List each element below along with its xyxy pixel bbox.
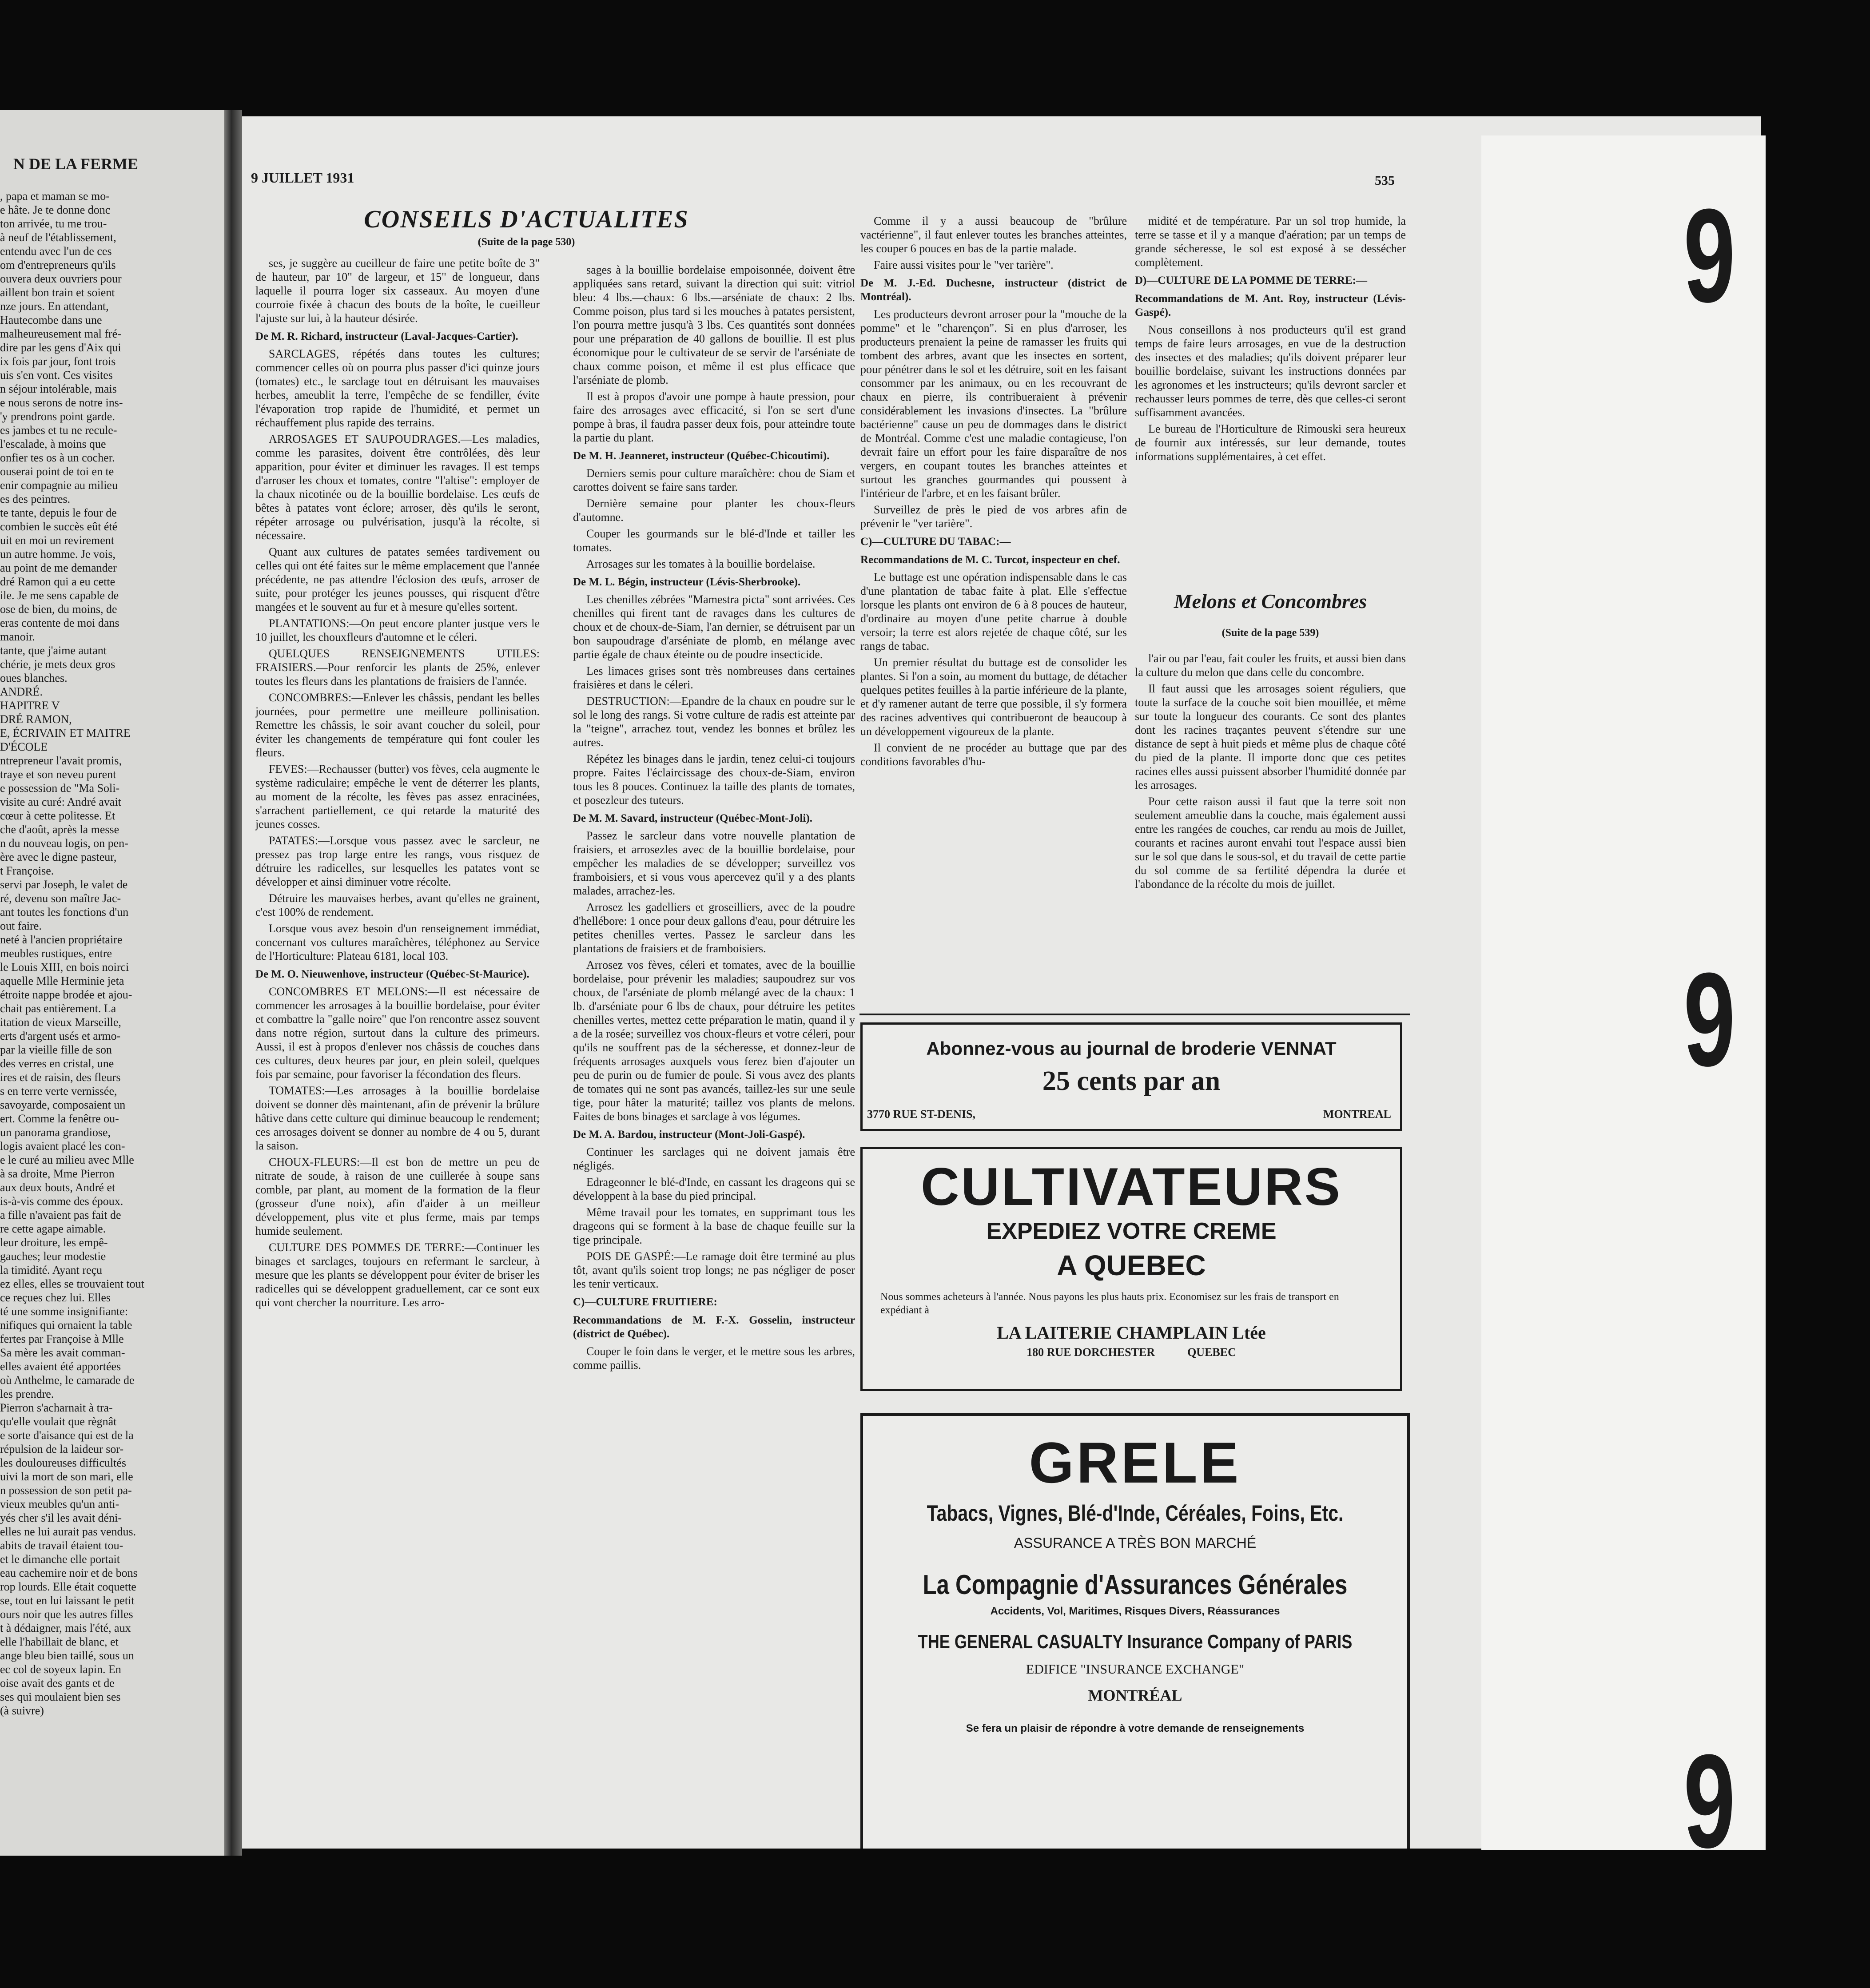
- left-page-line: E, ÉCRIVAIN ET MAITRE: [0, 727, 131, 740]
- left-page-line: fertes par Françoise à Mlle: [0, 1332, 124, 1345]
- left-page-line: aquelle Mlle Herminie jeta: [0, 974, 124, 987]
- left-page-line: la timidité. Ayant reçu: [0, 1264, 103, 1276]
- section-heading: De M. L. Bégin, instructeur (Lévis-Sherbrooke).: [573, 576, 801, 588]
- ad-cultivateurs-body: Nous sommes acheteurs à l'année. Nous payons les plus hauts prix. Economisez sur les frais de transport en expédiant à: [880, 1291, 1339, 1316]
- left-page-line: traye et son neveu purent: [0, 768, 116, 781]
- left-page-line: cœur à cette politesse. Et: [0, 809, 115, 822]
- left-page-line: où Anthelme, le camarade de: [0, 1374, 135, 1387]
- left-page-line: servi par Joseph, le valet de: [0, 878, 128, 891]
- left-page-line: ires et de raisin, des fleurs: [0, 1071, 121, 1084]
- article-paragraph: [255, 1155, 540, 1238]
- article-paragraph: Nous conseillons à nos producteurs qu'il est grand temps de faire leurs arrosages, en vue de la destruction des insectes et des maladies; qu'ils doivent préparer leur bouillie bordelaise, suivant les instructions données par les agronomes et les instructeurs; qu'ils devront sarcler et rechausser leurs pommes de terre, dès que celles-ci seront suffisamment avancées.: [1135, 323, 1406, 419]
- left-page-line: eau cachemire noir et de bons: [0, 1567, 138, 1579]
- left-page-line: om d'entrepreneurs qu'ils: [0, 258, 116, 271]
- article-paragraph: [573, 1249, 855, 1291]
- article-paragraph: Même travail pour les tomates, en supprimant tous les drageons qui se forment à la base de chaque feuille sur la tige principale.: [573, 1206, 855, 1246]
- article-paragraph: [255, 347, 540, 429]
- paragraph-lead: TOMATES:: [269, 1084, 325, 1097]
- paragraph-lead: POIS DE GASPÉ:: [586, 1250, 674, 1263]
- article-paragraph: Les chenilles zébrées "Mamestra picta" sont arrivées. Ces chenilles qui firent tant de ravages dans les cultures de choux et de choux-de-Siam, l'an dernier, se détruisent par un bon saupoudrage d'arséniate de plomb, en mélange avec partie égale de chaux éteinte ou de poudre insecticide.: [573, 593, 855, 661]
- strip-number-3: 9: [1683, 1726, 1735, 1876]
- strip-number-2: 9: [1683, 945, 1735, 1094]
- left-page-line: eras contente de moi dans: [0, 616, 119, 629]
- article-paragraph: sages à la bouillie bordelaise empoisonnée, doivent être appliquées sans retard, suivant la direction qui suit: vitriol bleu: 4 lbs.—chaux: 6 lbs.—arséniate de chaux: 2 lbs. Comme poison, plus tard si les mouches à patates persistent, l'on pourra mettre jusqu'à 3 lbs. Ces quantités sont données pour une préparation de 40 gallons de bouillie. Il est plus économique pour le cultivateur de se servir de l'arséniate de chaux comme poison, et même il est plus efficace que l'arséniate de plomb.: [573, 263, 855, 386]
- left-page-line: is-à-vis comme des époux.: [0, 1195, 123, 1208]
- ad-cultivateurs-address: 180 RUE DORCHESTER: [1027, 1346, 1155, 1359]
- left-page-header: N DE LA FERME: [13, 155, 139, 173]
- left-page-line: malheureusement mal fré-: [0, 327, 121, 340]
- article-subtitle: (Suite de la page 530): [477, 236, 575, 248]
- paragraph-text: —Pour renforcir les plants de 25%, enlever toutes les fleurs dans les plantations de fraisiers de l'année.: [255, 661, 540, 688]
- article-paragraph: Edrageonner le blé-d'Inde, en cassant les drageons qui se développent à la base du pied principal.: [573, 1176, 855, 1202]
- left-page-line: Pierron s'acharnait à tra-: [0, 1401, 113, 1414]
- left-page-line: tante, que j'aime autant: [0, 644, 107, 657]
- left-page-line: ose de bien, du moins, de: [0, 603, 117, 616]
- paragraph-lead: PLANTATIONS:: [269, 617, 350, 630]
- article-paragraph: Faire aussi visites pour le "ver tarière".: [874, 258, 1054, 271]
- section-heading: De M. R. Richard, instructeur (Laval-Jacques-Cartier).: [255, 330, 518, 342]
- article-column-4: [1135, 214, 1406, 466]
- left-page-line: leur droiture, les empê-: [0, 1236, 108, 1249]
- left-page-line: ile. Je me sens capable de: [0, 589, 119, 602]
- article-paragraph: Les producteurs devront arroser pour la "mouche de la pomme" et le "charençon". Si en plus d'arroser, les producteurs prenaient la peine de ramasser les fruits qui tombent des arbres, avant que les insectes en sortent, pour pénétrer dans le sol et les détruire, soit en les faisant consommer par les animaux, ou en les recouvrant de chaux en pierre, ils contribueraient à prévenir considérablement les invasions d'insectes. La "brûlure bactérienne" cause un peu de dommages dans le district de Montréal. Comme c'est une maladie contagieuse, l'on devrait faire un effort pour les faire disparaître de nos vergers, en coupant toutes les branches atteintes et surtout les granches gourmandes qui poussent à l'intérieur de l'arbre, et en les faisant brûler.: [860, 308, 1127, 500]
- section-heading: De M. M. Savard, instructeur (Québec-Mont-Joli).: [573, 812, 813, 824]
- paragraph-lead: CONCOMBRES:: [269, 691, 352, 704]
- left-page-line: uit en moi un revirement: [0, 534, 115, 547]
- article-paragraph: [255, 985, 540, 1081]
- left-page-line: manoir.: [0, 630, 35, 643]
- left-page-line: t à dédaigner, mais l'été, aux: [0, 1622, 131, 1634]
- left-page-line: ant toutes les fonctions d'un: [0, 906, 129, 918]
- paragraph-text: —Enlever les châssis, pendant les belles journées, pour permettre une meilleure pollinisation. Remettre les châssis, le soir avant coucher du soleil, pour éviter les changements de température qui font couler les fleurs.: [255, 691, 540, 759]
- left-page-line: entendu avec l'un de ces: [0, 245, 112, 258]
- left-page-line: le Louis XIII, en bois noirci: [0, 961, 129, 974]
- left-page-line: n possession de son petit pa-: [0, 1484, 132, 1497]
- section-heading: De M. A. Bardou, instructeur (Mont-Joli-Gaspé).: [573, 1129, 805, 1141]
- article-paragraph: Quant aux cultures de patates semées tardivement ou celles qui ont été faites sur le même emplacement que l'année précédente, ne pas attendre l'éclosion des œufs, arroser de suite, pour protéger les jeunes pousses, qui risquent d'être mangées et le souvent au fur et à mesure qu'elles sortent.: [255, 545, 540, 613]
- left-page-line: un panorama grandiose,: [0, 1126, 111, 1139]
- article-column-2: [573, 263, 855, 1375]
- paragraph-text: répétés dans toutes les cultures; commencer celles où on pourra plus passer d'ici quinze jours (tomates) etc., le sarclage tout en détruisant les mauvaises herbes, ameublit la terre, l'empêche de se fendiller, évite l'évaporation trop rapide de l'humidité, et permet un réchauffement plus rapide des terrains.: [255, 347, 540, 429]
- ad-cultivateurs-city: QUEBEC: [1187, 1346, 1236, 1359]
- ad-grele-city: MONTRÉAL: [1088, 1686, 1182, 1704]
- page-gutter: [224, 110, 242, 1856]
- left-page-line: combien le succès eût été: [0, 520, 118, 533]
- left-page-line: ours noir que les autres filles: [0, 1608, 133, 1621]
- ad-vennat-address: 3770 RUE ST-DENIS,: [867, 1108, 975, 1121]
- paragraph-lead: PATATES:: [269, 834, 318, 847]
- left-page-line: ange bleu bien taillé, sous un: [0, 1649, 134, 1662]
- article-paragraph: ses, je suggère au cueilleur de faire une petite boîte de 3" de hauteur, par 10" de largeur, et 15" de longueur, dans laquelle il pourra loger six casseaux. Au moyen d'une courroie fixée à chacun des bouts de la boîte, le cueilleur l'ajuste sur lui, à la hauteur désirée.: [255, 257, 540, 325]
- paragraph-lead: DESTRUCTION:: [586, 695, 670, 708]
- left-page-line: chait pas entièrement. La: [0, 1002, 116, 1015]
- left-page-line: te tante, depuis le four de: [0, 506, 117, 519]
- left-page-line: par la vieille fille de son: [0, 1043, 112, 1056]
- article-paragraph: [255, 616, 540, 644]
- left-page-line: ce reçues chez lui. Elles: [0, 1291, 111, 1304]
- left-page-line: re cette agape aimable.: [0, 1222, 106, 1235]
- article-paragraph: Un premier résultat du buttage est de consolider les plantes. Si l'on a soin, au moment du buttage, de détacher quelques petites feuilles à la partie inférieure de la plante, et d'y ramener autant de terre que possible, il s'y formera des racines adventives qui contribueront de beaucoup à un développement vigoureux de la plante.: [860, 656, 1127, 738]
- left-page-line: visite au curé: André avait: [0, 795, 121, 808]
- ad-cultivateurs: [860, 1147, 1402, 1391]
- article-paragraph: Les limaces grises sont très nombreuses dans certaines fraisières et dans le céleri.: [573, 664, 855, 691]
- ad-vennat-price: 25 cents par an: [1042, 1066, 1221, 1096]
- left-page-line: les prendre.: [0, 1388, 54, 1400]
- article-paragraph: Il est à propos d'avoir une pompe à haute pression, pour faire des arrosages avec efficacité, si l'on se sert d'une pompe à bras, il faudra passer deux fois, pour atteindre toute la partie du plant.: [573, 390, 855, 444]
- paragraph-lead: SARCLAGES,: [269, 347, 339, 360]
- ad-vennat-line1: Abonnez-vous au journal de broderie VENNAT: [926, 1038, 1337, 1059]
- left-page-line: e hâte. Je te donne donc: [0, 203, 111, 216]
- article-paragraph: [255, 647, 540, 688]
- paragraph-lead: CONCOMBRES ET MELONS:: [269, 985, 428, 998]
- ad-vennat-city: MONTREAL: [1323, 1108, 1391, 1121]
- melons-title: Melons et Concombres: [1174, 590, 1367, 612]
- ad-grele-english: THE GENERAL CASUALTY Insurance Company of PARIS: [918, 1631, 1353, 1653]
- divider-rule: [859, 1014, 1410, 1015]
- page-number: 535: [1375, 173, 1395, 188]
- section-heading: Recommandations de M. Ant. Roy, instructeur (Lévis-Gaspé).: [1135, 293, 1406, 318]
- melons-column: [1135, 652, 1406, 894]
- article-paragraph: Comme il y a aussi beaucoup de "brûlure vactérienne", il faut enlever toutes les branches atteintes, les couper 6 pouces en bas de la partie malade.: [860, 215, 1127, 255]
- left-page-line: oise avait des gants et de: [0, 1677, 115, 1690]
- paragraph-text: —Il est nécessaire de commencer les arrosages à la bouillie bordelaise, pour éviter et combattre la "galle noire" que l'on rencontre assez souvent dans notre région, surtout dans la culture des primeurs. Aussi, il est à propos d'enlever nos châssis de couches dans ces cultures, deux heures par jour, en plein soleil, quelques fois par semaine, pour favoriser la fécondation des fleurs.: [255, 985, 540, 1081]
- left-page-line: e nous serons de notre ins-: [0, 396, 123, 409]
- right-strip: [1481, 135, 1766, 1876]
- section-heading: C)—CULTURE DU TABAC:—: [860, 536, 1011, 548]
- left-page-line: ton arrivée, tu me trou-: [0, 217, 107, 230]
- article-paragraph: [255, 1084, 540, 1153]
- left-page-line: enir compagnie au milieu: [0, 479, 118, 492]
- section-heading: Recommandations de M. F.-X. Gosselin, instructeur (district de Québec).: [573, 1314, 855, 1340]
- paragraph-lead: QUELQUES RENSEIGNEMENTS UTILES: FRAISIERS.: [255, 647, 540, 674]
- left-page-line: ses qui moulaient bien ses: [0, 1690, 121, 1703]
- left-page-line: ntrepreneur l'avait promis,: [0, 754, 122, 767]
- section-heading: C)—CULTURE FRUITIERE:: [573, 1296, 717, 1308]
- left-page-line: aillent bon train et soient: [0, 286, 115, 299]
- page-date: 9 JUILLET 1931: [251, 170, 354, 186]
- section-heading: De M. O. Nieuwenhove, instructeur (Québec-St-Maurice).: [255, 968, 529, 980]
- left-page-line: e possession de "Ma Soli-: [0, 782, 120, 795]
- section-heading: De M. H. Jeanneret, instructeur (Québec-Chicoutimi).: [573, 450, 830, 462]
- left-page-line: ré, devenu son maître Jac-: [0, 892, 121, 905]
- left-page-line: n du nouveau logis, on pen-: [0, 837, 128, 850]
- left-page-line: ANDRÉ.: [0, 685, 43, 698]
- melons-paragraph: Pour cette raison aussi il faut que la terre soit non seulement ameublie dans la couche, mais également aussi entre les rangées de couches, car rendu au mois de Juillet, courants et racines auront envahi tout l'espace aussi bien sur le sol que dans le sous-sol, et du travail de cette partie du sol comme de sa fertilité dépendra la durée et l'abondance de la récolte du mois de juillet.: [1135, 795, 1406, 891]
- left-page-line: rop lourds. Elle était coquette: [0, 1580, 136, 1593]
- left-page-column: [0, 189, 189, 1718]
- left-page-line: les douloureuses difficultés: [0, 1456, 127, 1469]
- left-page-line: et le dimanche elle portait: [0, 1553, 120, 1566]
- left-page-line: té une somme insignifiante:: [0, 1305, 128, 1318]
- article-paragraph: Couper le foin dans le verger, et le mettre sous les arbres, comme paillis.: [573, 1345, 855, 1372]
- left-page-line: Sa mère les avait comman-: [0, 1346, 125, 1359]
- ad-grele-company: La Compagnie d'Assurances Générales: [923, 1570, 1348, 1600]
- left-page-line: t Françoise.: [0, 864, 54, 877]
- left-page-line: es des peintres.: [0, 493, 71, 505]
- left-page-line: ez elles, elles se trouvaient tout: [0, 1277, 144, 1290]
- paragraph-text: —Il est bon de mettre un peu de nitrate de soude, à raison de une cuillerée à soupe sans comble, par plant, au moment de la formation de la fleur (grosseur d'une noix), afin d'aider à un meilleur développement, plus vite et plus ferme, mais par temps humide seulement.: [255, 1156, 540, 1237]
- left-page-line: ec col de soyeux lapin. En: [0, 1663, 121, 1676]
- article-paragraph: Dernière semaine pour planter les choux-fleurs d'automne.: [573, 497, 855, 524]
- paragraph-lead: ARROSAGES ET SAUPOUDRAGES.: [269, 433, 461, 445]
- left-page-line: onfier tes os à un cocher.: [0, 451, 115, 464]
- section-heading: D)—CULTURE DE LA POMME DE TERRE:—: [1135, 274, 1367, 286]
- ad-grele-building: EDIFICE "INSURANCE EXCHANGE": [1026, 1662, 1245, 1677]
- left-page-line: dire par les gens d'Aix qui: [0, 341, 121, 354]
- ad-grele-footer: Se fera un plaisir de répondre à votre demande de renseignements: [966, 1722, 1305, 1734]
- left-page-line: yés cher s'il les avait déni-: [0, 1511, 122, 1524]
- paragraph-text: —Rechausser (butter) vos fèves, cela augmente le système radiculaire; empêche le vent de déterrer les plants, au moment de la récolte, les fèves pas assez enracinées, s'arrachent partiellement, ce qui retarde la maturité des jeunes cosses.: [255, 763, 540, 831]
- article-column-3: [860, 214, 1127, 771]
- ad-vennat: [860, 1022, 1402, 1131]
- ad-grele: [860, 1413, 1410, 1849]
- ad-cultivateurs-company: LA LAITERIE CHAMPLAIN Ltée: [997, 1323, 1266, 1343]
- article-title: CONSEILS D'ACTUALITES: [364, 206, 689, 233]
- left-page-line: che d'août, après la messe: [0, 823, 119, 836]
- strip-number-1: 9: [1683, 181, 1735, 330]
- left-page-line: l'escalade, à moins que: [0, 437, 106, 450]
- article-paragraph: Passez le sarcleur dans votre nouvelle plantation de fraisiers, et arrosezles avec de la bouillie bordelaise, pour empêcher les maladies de se développer; surveillez vos framboisiers, et si vous vous apercevez qu'il y a des plants malades, arrachez-les.: [573, 829, 855, 897]
- left-page-line: étroite nappe brodée et ajou-: [0, 988, 132, 1001]
- left-page-line: e le curé au milieu avec Mlle: [0, 1153, 134, 1166]
- left-page-line: (à suivre): [0, 1704, 44, 1717]
- left-page-line: HAPITRE V: [0, 699, 60, 712]
- article-paragraph: Répétez les binages dans le jardin, tenez celui-ci toujours propre. Faites l'éclaircissage des choux-de-Siam, environ tous les 8 pouces. Continuez la taille des plants de tomates, et posezleur des tuteurs.: [573, 752, 855, 807]
- paragraph-text: —Le ramage doit être terminé au plus tôt, avant qu'ils soient trop longs; ne pas négliger de poser les tenir verticaux.: [573, 1250, 855, 1290]
- left-page-line: ouserai point de toi en te: [0, 465, 114, 478]
- article-paragraph: Lorsque vous avez besoin d'un renseignement immédiat, concernant vos cultures maraîchères, téléphonez au Service de l'Horticulture: Plateau 6181, local 103.: [255, 922, 540, 962]
- left-page-line: abits de travail étaient tou-: [0, 1539, 123, 1552]
- left-page-line: Hautecombe dans une: [0, 314, 102, 326]
- article-paragraph: Il convient de ne procéder au buttage que par des conditions favorables d'hu-: [860, 741, 1127, 768]
- ad-grele-tagline: ASSURANCE A TRÈS BON MARCHÉ: [1014, 1535, 1257, 1551]
- left-page-line: ère avec le digne pasteur,: [0, 851, 117, 863]
- left-page-line: uivi la mort de son mari, elle: [0, 1470, 133, 1483]
- paragraph-text: —Epandre de la chaux en poudre sur le sol le long des rangs. Si votre culture de radis est atteinte par la "teigne", arrachez tout, vendez les bonnes et brûlez les autres.: [573, 695, 855, 749]
- left-page-line: e sorte d'aisance qui est de la: [0, 1429, 134, 1442]
- article-paragraph: Couper les gourmands sur le blé-d'Inde et tailler les tomates.: [573, 527, 855, 554]
- paragraph-text: —Lorsque vous passez avec le sarcleur, ne pressez pas trop large entre les rangs, vous risquez de détruire les radicelles, sur lesquelles les patates vont se développer et ainsi diminuer votre récolte.: [255, 834, 540, 888]
- left-page-line: uis s'en vont. Ces visites: [0, 369, 113, 382]
- paragraph-lead: CULTURE DES POMMES DE TERRE:: [269, 1241, 465, 1254]
- left-page: [0, 110, 224, 1856]
- article-paragraph: [255, 834, 540, 889]
- left-page-line: a fille n'avaient pas fait de: [0, 1209, 121, 1221]
- article-paragraph: Arrosez les gadelliers et groseilliers, avec de la poudre d'hellébore: 1 once pour deux gallons d'eau, pour détruire les petites chenilles vertes. Passez le sarcleur dans les plantations de fraisiers et de framboisiers.: [573, 901, 855, 955]
- ad-cultivateurs-headline: CULTIVATEURS: [921, 1157, 1342, 1217]
- ad-grele-services: Accidents, Vol, Maritimes, Risques Divers, Réassurances: [990, 1605, 1280, 1617]
- left-page-line: ert. Comme la fenêtre ou-: [0, 1112, 119, 1125]
- left-page-line: gauches; leur modestie: [0, 1250, 106, 1263]
- left-page-line: à sa droite, Mme Pierron: [0, 1167, 115, 1180]
- left-page-line: out faire.: [0, 919, 42, 932]
- ad-grele-products: Tabacs, Vignes, Blé-d'Inde, Céréales, Foins, Etc.: [927, 1501, 1344, 1526]
- article-paragraph: Derniers semis pour culture maraîchère: chou de Siam et carottes doivent se faire sans tarder.: [573, 467, 855, 493]
- section-heading: Recommandations de M. C. Turcot, inspecteur en chef.: [860, 554, 1120, 566]
- article-paragraph: [255, 1241, 540, 1309]
- left-page-line: dré Ramon qui a eu cette: [0, 575, 115, 588]
- left-page-line: 'y prendrons point garde.: [0, 410, 115, 423]
- left-page-line: s en terre verte vernissée,: [0, 1085, 117, 1097]
- article-paragraph: Arrosages sur les tomates à la bouillie bordelaise.: [586, 557, 816, 570]
- article-paragraph: Arrosez vos fèves, céleri et tomates, avec de la bouillie bordelaise, pour prévenir les maladies; saupoudrez sur vos choux, de l'arséniate de plomb mélangé avec de la chaux: 1 lb. d'arséniate pour 6 lbs de chaux, pour détruire les petites chenilles vertes, mettez cette préparation le matin, quand il y a de la rosée; surveillez vos choux-fleurs et votre céleri, pour qu'ils ne souffrent pas de la sécheresse, et donnez-leur de fréquents arrosages auxquels vous ferez bien d'ajouter un peu de purin ou de fumier de poule. Si vous avez des plants de tomates qui ne sont pas avancés, taillez-les sur une seule tige, pour hâter la maturité; taillez vos plants de melons. Faites de bons binages et sarclage à vos légumes.: [573, 958, 855, 1123]
- left-page-line: erts d'argent usés et armo-: [0, 1030, 121, 1042]
- left-page-line: des verres en cristal, une: [0, 1057, 114, 1070]
- left-page-line: ix fois par jour, font trois: [0, 355, 116, 368]
- left-page-line: aux deux bouts, André et: [0, 1181, 115, 1194]
- ad-grele-headline: GRELE: [1029, 1430, 1241, 1495]
- paragraph-lead: CHOUX-FLEURS:: [269, 1156, 360, 1169]
- article-paragraph: Détruire les mauvaises herbes, avant qu'elles ne grainent, c'est 100% de rendement.: [255, 892, 540, 918]
- left-page-line: meubles rustiques, entre: [0, 947, 112, 960]
- left-page-line: elles ne lui aurait pas vendus.: [0, 1525, 136, 1538]
- left-page-line: logis avaient placé les con-: [0, 1140, 125, 1153]
- left-page-line: elles avaient été apportées: [0, 1360, 121, 1373]
- article-paragraph: Continuer les sarclages qui ne doivent jamais être négligés.: [573, 1145, 855, 1172]
- left-page-line: vieux meubles qu'un anti-: [0, 1498, 119, 1511]
- left-page-line: un autre homme. Je vois,: [0, 548, 115, 561]
- article-paragraph: Le buttage est une opération indispensable dans le cas d'une plantation de tabac faite à plat. Elle s'effectue lorsque les plants ont environ de 6 à 8 pouces de hauteur, d'ordinaire au moyen d'une petite charrue à double versoir; la terre est alors rejetée de chaque côté, sur les rangs de tabac.: [860, 571, 1127, 652]
- article-paragraph: [255, 762, 540, 831]
- left-page-line: qu'elle voulait que règnât: [0, 1415, 117, 1428]
- left-page-line: neté à l'ancien propriétaire: [0, 933, 123, 946]
- left-page-line: oues blanches.: [0, 672, 68, 684]
- left-page-line: chérie, je mets deux gros: [0, 658, 115, 671]
- paragraph-text: —Les maladies, comme les parasites, doivent être contrôlées, dès leur apparition, pour éviter et diminuer les ravages. Il est temps d'arroser les choux et tomates, contre "l'altise": employer de la chaux nicotinée ou de la bouillie bordelaise. Les œufs de bêtes à patates vont éclore; arroser, dès qu'ils le seront, répéter arrosage ou pulvérisation, jusqu'à la récolte, si nécessaire.: [255, 433, 540, 542]
- paragraph-text: —Les arrosages à la bouillie bordelaise doivent se donner dès maintenant, afin de prévenir la brûlure hâtive dans cette culture qui diminue beaucoup le rendement; ces arrosages doivent se donner au nombre de 4 ou 5, durant la saison.: [255, 1084, 540, 1152]
- left-page-line: se, tout en lui laissant le petit: [0, 1594, 135, 1607]
- melons-subtitle: (Suite de la page 539): [1221, 627, 1319, 639]
- left-page-line: nifiques qui ornaient la table: [0, 1319, 132, 1332]
- left-page-line: elle l'habillait de blanc, et: [0, 1635, 119, 1648]
- article-paragraph: [255, 691, 540, 759]
- ad-cultivateurs-line2: EXPEDIEZ VOTRE CREME: [986, 1218, 1277, 1244]
- article-paragraph: [573, 694, 855, 749]
- melons-paragraph: l'air ou par l'eau, fait couler les fruits, et aussi bien dans la culture du melon que dans celle du concombre.: [1135, 652, 1406, 679]
- ad-cultivateurs-line3: A QUEBEC: [1057, 1249, 1206, 1281]
- left-page-line: ouvera deux ouvriers pour: [0, 272, 122, 285]
- left-page-line: savoyarde, composaient un: [0, 1098, 126, 1111]
- melons-paragraph: Il faut aussi que les arrosages soient réguliers, que toute la surface de la couche soit bien mouillée, et même sur toute la longueur des courants. Ce sont des plantes dont les racines traçantes peuvent s'étendre sur une distance de sept à huit pieds et même plus de chaque côté du pied de la plante. Il importe donc que ces petites racines elles aussi puissent absorber l'humidité donnée par les arrosages.: [1135, 682, 1406, 791]
- left-page-line: répulsion de la laideur sor-: [0, 1443, 124, 1455]
- left-page-line: n séjour intolérable, mais: [0, 382, 117, 395]
- article-paragraph: [255, 432, 540, 542]
- left-page-line: itation de vieux Marseille,: [0, 1016, 121, 1029]
- left-page-line: es jambes et tu ne recule-: [0, 424, 117, 437]
- article-paragraph: midité et de température. Par un sol trop humide, la terre se tasse et il y a manque d'aération; par un temps de grande sécheresse, le sol est exposé à se dessécher complètement.: [1135, 215, 1406, 269]
- paragraph-lead: FEVES:: [269, 763, 307, 775]
- section-heading: De M. J.-Ed. Duchesne, instructeur (district de Montréal).: [860, 277, 1127, 303]
- left-page-line: au point de me demander: [0, 561, 117, 574]
- article-column-1: [255, 256, 540, 1312]
- left-page-line: , papa et maman se mo-: [0, 190, 110, 203]
- left-page-line: D'ÉCOLE: [0, 740, 48, 753]
- left-page-line: nze jours. En attendant,: [0, 300, 109, 313]
- paragraph-text: —On peut encore planter jusque vers le 10 juillet, les chouxfleurs d'automne et le céleri.: [255, 617, 540, 644]
- article-paragraph: Le bureau de l'Horticulture de Rimouski sera heureux de fournir aux intéressés, sur leur demande, toutes informations supplémentaires, à cet effet.: [1135, 422, 1406, 463]
- left-page-line: DRÉ RAMON,: [0, 713, 72, 726]
- left-page-line: à neuf de l'établissement,: [0, 231, 116, 244]
- paragraph-text: —Continuer les binages et sarclages, toujours en refermant le sarcleur, à mesure que les plants se développent pour éviter de briser les radicelles qui se développent graduellement, car ce sont eux qui vont chercher la nourriture. Les arro-: [255, 1241, 540, 1309]
- article-paragraph: Surveillez de près le pied de vos arbres afin de prévenir le "ver tarière".: [860, 503, 1127, 530]
